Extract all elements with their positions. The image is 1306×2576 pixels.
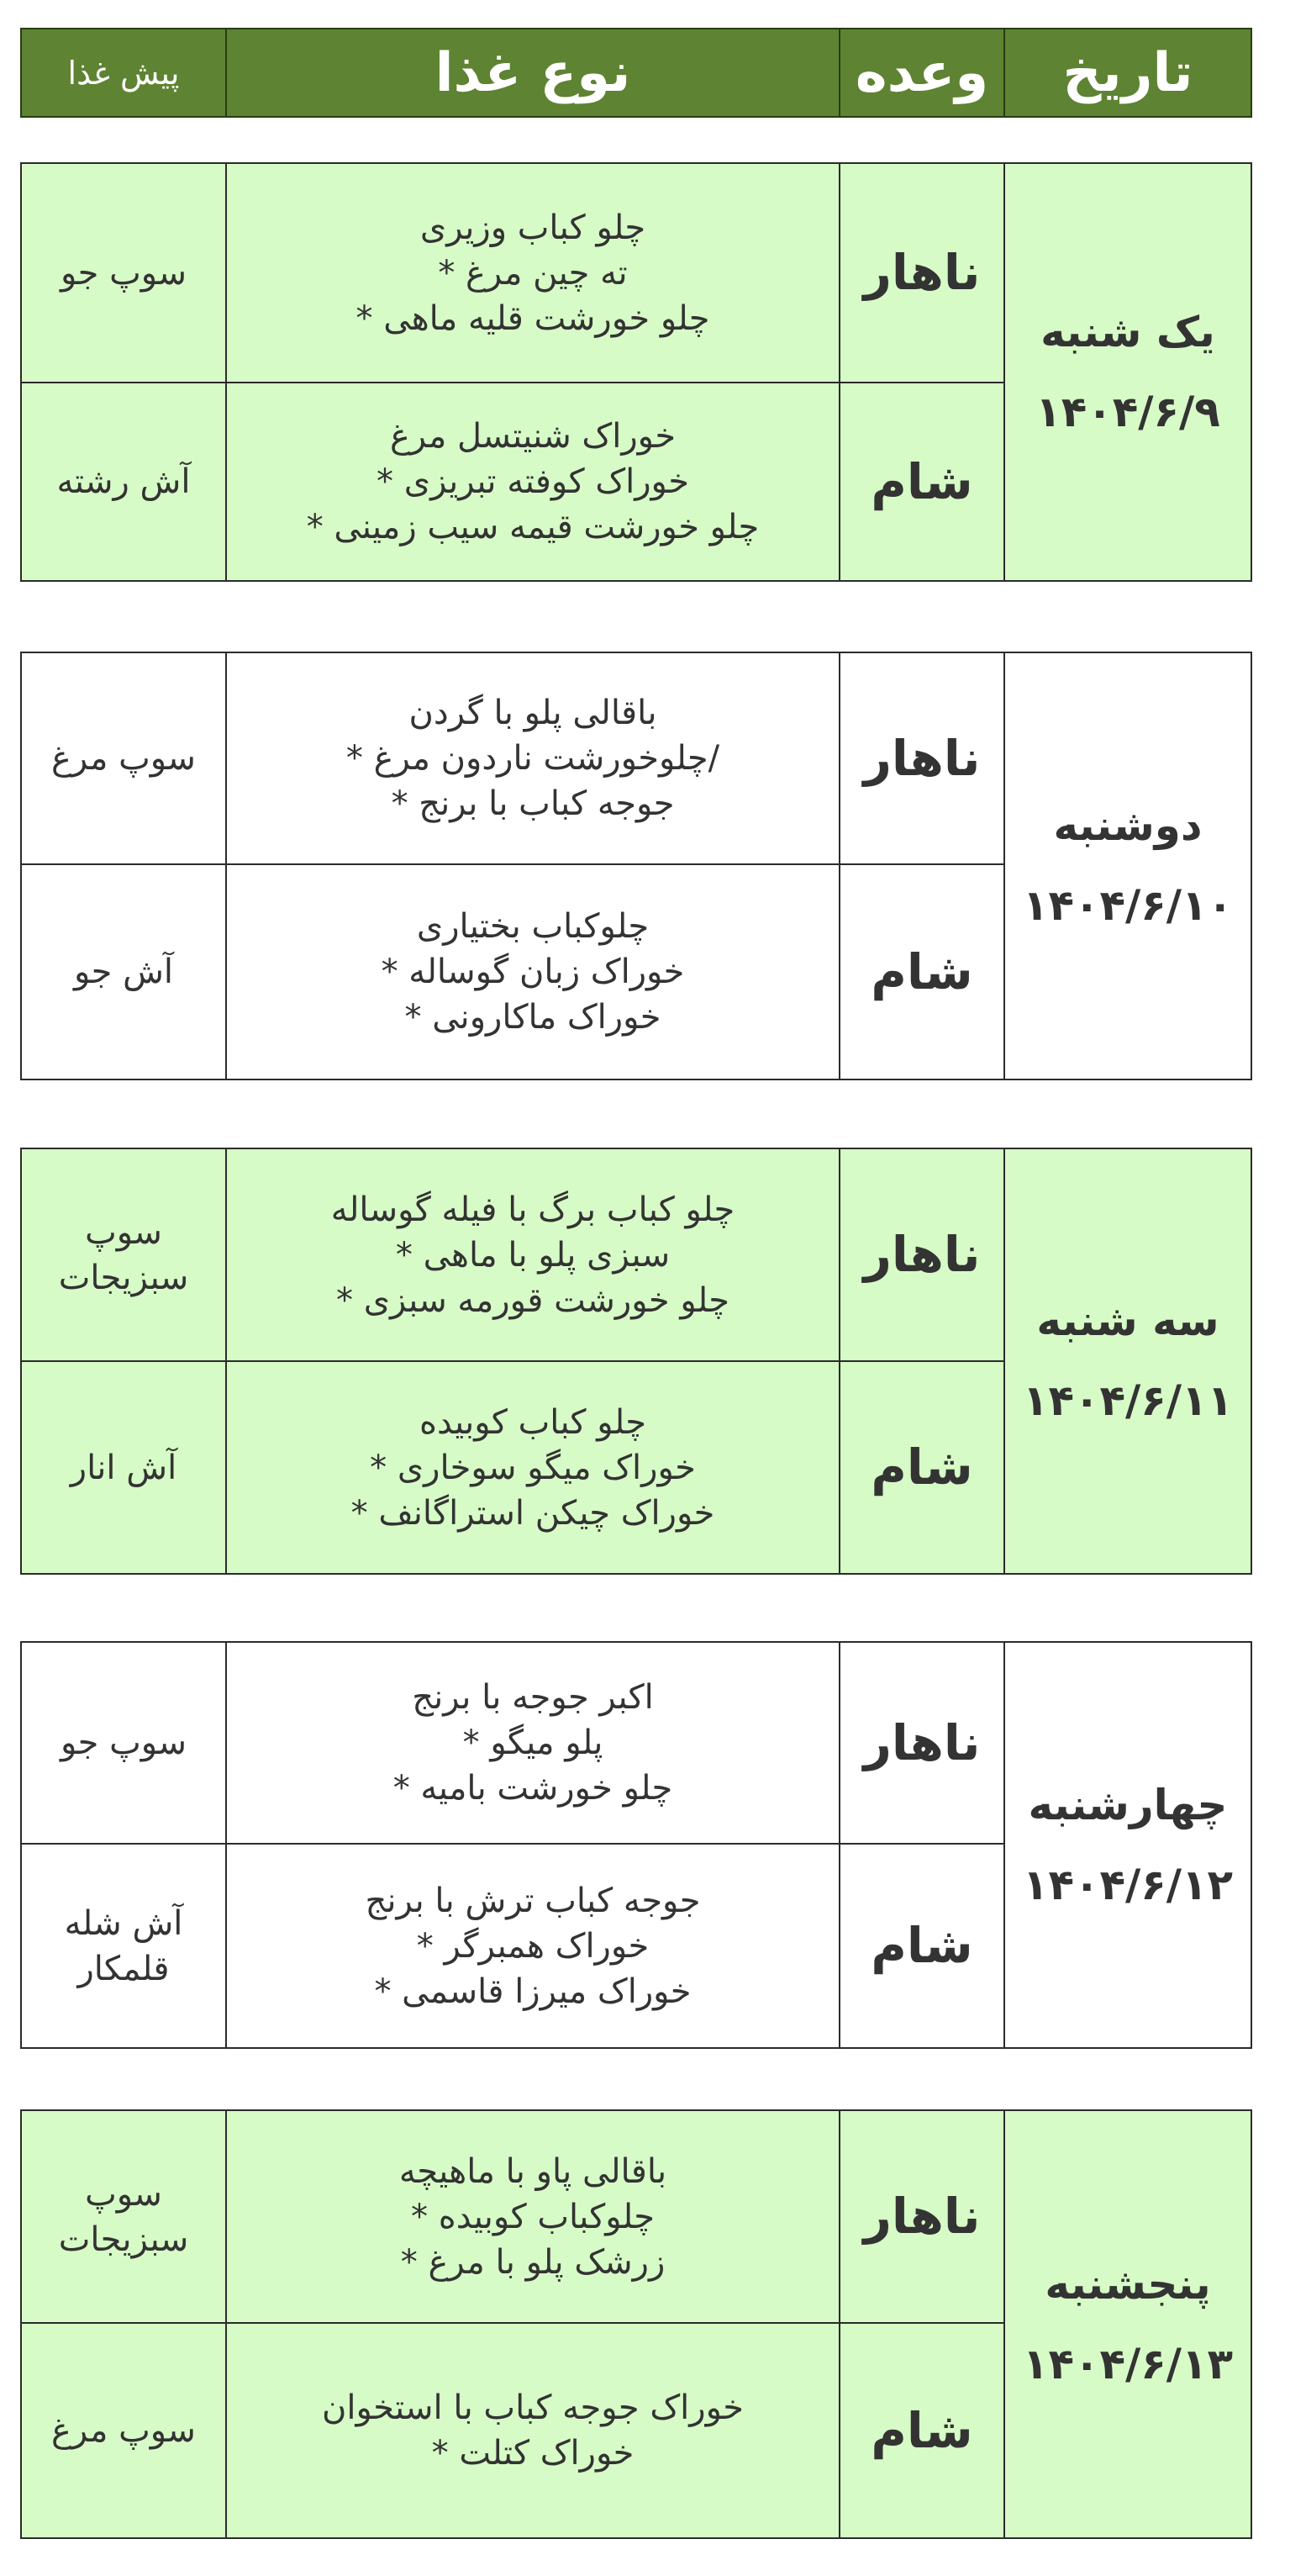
food-item: خوراک چیکن استراگانف * bbox=[350, 1493, 715, 1533]
food-item: خوراک ماکارونی * bbox=[404, 998, 661, 1037]
food-item: خوراک زبان گوساله * bbox=[381, 953, 685, 991]
menu-header bbox=[20, 28, 1252, 118]
food-list bbox=[226, 163, 840, 383]
food-item: چلو کباب برگ با فیله گوساله bbox=[330, 1190, 735, 1229]
food-item: خوراک کتلت * bbox=[431, 2434, 635, 2473]
day-block-tuesday bbox=[20, 1148, 1252, 1575]
food-item: چلو کباب کوبیده bbox=[419, 1402, 646, 1442]
day-date-cell bbox=[1004, 652, 1251, 1079]
meal-lunch: ناهار bbox=[840, 652, 1004, 864]
food-item: چلوکباب کوبیده * bbox=[411, 2197, 655, 2236]
day-date: ۱۴۰۴/۶/۱۰ bbox=[1022, 881, 1234, 930]
food-list bbox=[226, 1148, 840, 1361]
meal-dinner: شام bbox=[840, 1844, 1004, 2048]
day-date-cell bbox=[1004, 1148, 1251, 1574]
day-block-monday bbox=[20, 652, 1252, 1080]
food-item: جوجه کباب با برنج * bbox=[391, 784, 675, 823]
meal-lunch: ناهار bbox=[840, 163, 1004, 383]
food-list bbox=[226, 1642, 840, 1844]
day-block-wednesday bbox=[20, 1641, 1252, 2049]
food-item: چلو خورشت بامیه * bbox=[392, 1769, 673, 1808]
food-item: چلوکباب بختیاری bbox=[416, 907, 650, 946]
food-list bbox=[226, 864, 840, 1079]
day-date: ۱۴۰۴/۶/۱۲ bbox=[1022, 1860, 1234, 1909]
header-food-type: نوع غذا bbox=[226, 29, 840, 117]
meal-lunch: ناهار bbox=[840, 1642, 1004, 1844]
appetizer-cell: آش شله قلمکار bbox=[21, 1844, 226, 2048]
food-item: چلو خورشت قلیه ماهی * bbox=[355, 298, 710, 338]
day-block-sunday bbox=[20, 162, 1252, 582]
day-block-thursday bbox=[20, 2109, 1252, 2539]
header-date: تاریخ bbox=[1004, 29, 1251, 117]
appetizer-cell: سوپ جو bbox=[21, 1642, 226, 1844]
day-date: ۱۴۰۴/۶/۹ bbox=[1035, 387, 1220, 436]
appetizer-cell: آش انار bbox=[21, 1361, 226, 1574]
food-item: سبزی پلو با ماهی * bbox=[395, 1235, 671, 1275]
food-item: خوراک شنیتسل مرغ bbox=[389, 417, 677, 456]
meal-dinner: شام bbox=[840, 864, 1004, 1079]
food-list bbox=[226, 1361, 840, 1574]
meal-lunch: ناهار bbox=[840, 2110, 1004, 2323]
appetizer-cell: سوپ سبزیجات bbox=[21, 2110, 226, 2323]
day-date-cell bbox=[1004, 1642, 1251, 2048]
food-list bbox=[226, 383, 840, 581]
food-item: چلو خورشت قورمه سبزی * bbox=[336, 1280, 729, 1320]
meal-dinner: شام bbox=[840, 1361, 1004, 1574]
food-list bbox=[226, 2110, 840, 2323]
appetizer-cell: سوپ مرغ bbox=[21, 652, 226, 864]
food-item: پلو میگو * bbox=[462, 1723, 603, 1762]
food-item: خوراک جوجه کباب با استخوان bbox=[322, 2389, 744, 2427]
day-date: ۱۴۰۴/۶/۱۱ bbox=[1022, 1376, 1234, 1425]
day-date-cell bbox=[1004, 163, 1251, 581]
food-item: جوجه کباب ترش با برنج bbox=[365, 1881, 701, 1920]
appetizer-cell: سوپ مرغ bbox=[21, 2323, 226, 2538]
food-item: خوراک میرزا قاسمی * bbox=[374, 1972, 692, 2011]
day-date-cell bbox=[1004, 2110, 1251, 2538]
food-item: چلو کباب وزیری bbox=[419, 208, 646, 247]
day-date: ۱۴۰۴/۶/۱۳ bbox=[1022, 2339, 1234, 2389]
meal-dinner: شام bbox=[840, 2323, 1004, 2538]
day-name: چهارشنبه bbox=[1028, 1780, 1228, 1829]
meal-lunch: ناهار bbox=[840, 1148, 1004, 1361]
appetizer-cell: آش رشته bbox=[21, 383, 226, 581]
food-item: چلو خورشت قیمه سیب زمینی * bbox=[306, 508, 760, 546]
food-item: اکبر جوجه با برنج bbox=[412, 1678, 654, 1717]
food-item: خوراک میگو سوخاری * bbox=[370, 1448, 696, 1487]
meal-dinner: شام bbox=[840, 383, 1004, 581]
food-item: خوراک کوفته تبریزی * bbox=[377, 462, 689, 501]
food-item: باقالی پاو با ماهیچه bbox=[398, 2151, 667, 2191]
food-item: باقالی پلو با گردن bbox=[408, 694, 657, 732]
food-list bbox=[226, 1844, 840, 2048]
food-list bbox=[226, 652, 840, 864]
food-item: خوراک همبرگر * bbox=[416, 1926, 650, 1966]
food-item: زرشک پلو با مرغ * bbox=[400, 2242, 666, 2282]
food-list bbox=[226, 2323, 840, 2538]
appetizer-cell: سوپ سبزیجات bbox=[21, 1148, 226, 1361]
food-item: /چلوخورشت ناردون مرغ * bbox=[345, 739, 720, 778]
day-name: پنجشنبه bbox=[1045, 2259, 1211, 2309]
day-name: دوشنبه bbox=[1053, 801, 1203, 850]
header-meal: وعده bbox=[840, 29, 1004, 117]
day-name: سه شنبه bbox=[1036, 1296, 1219, 1345]
header-appetizer: پیش غذا bbox=[21, 29, 226, 117]
appetizer-cell: آش جو bbox=[21, 864, 226, 1079]
appetizer-cell: سوپ جو bbox=[21, 163, 226, 383]
day-name: یک شنبه bbox=[1040, 307, 1215, 356]
food-item: ته چین مرغ * bbox=[438, 253, 628, 293]
